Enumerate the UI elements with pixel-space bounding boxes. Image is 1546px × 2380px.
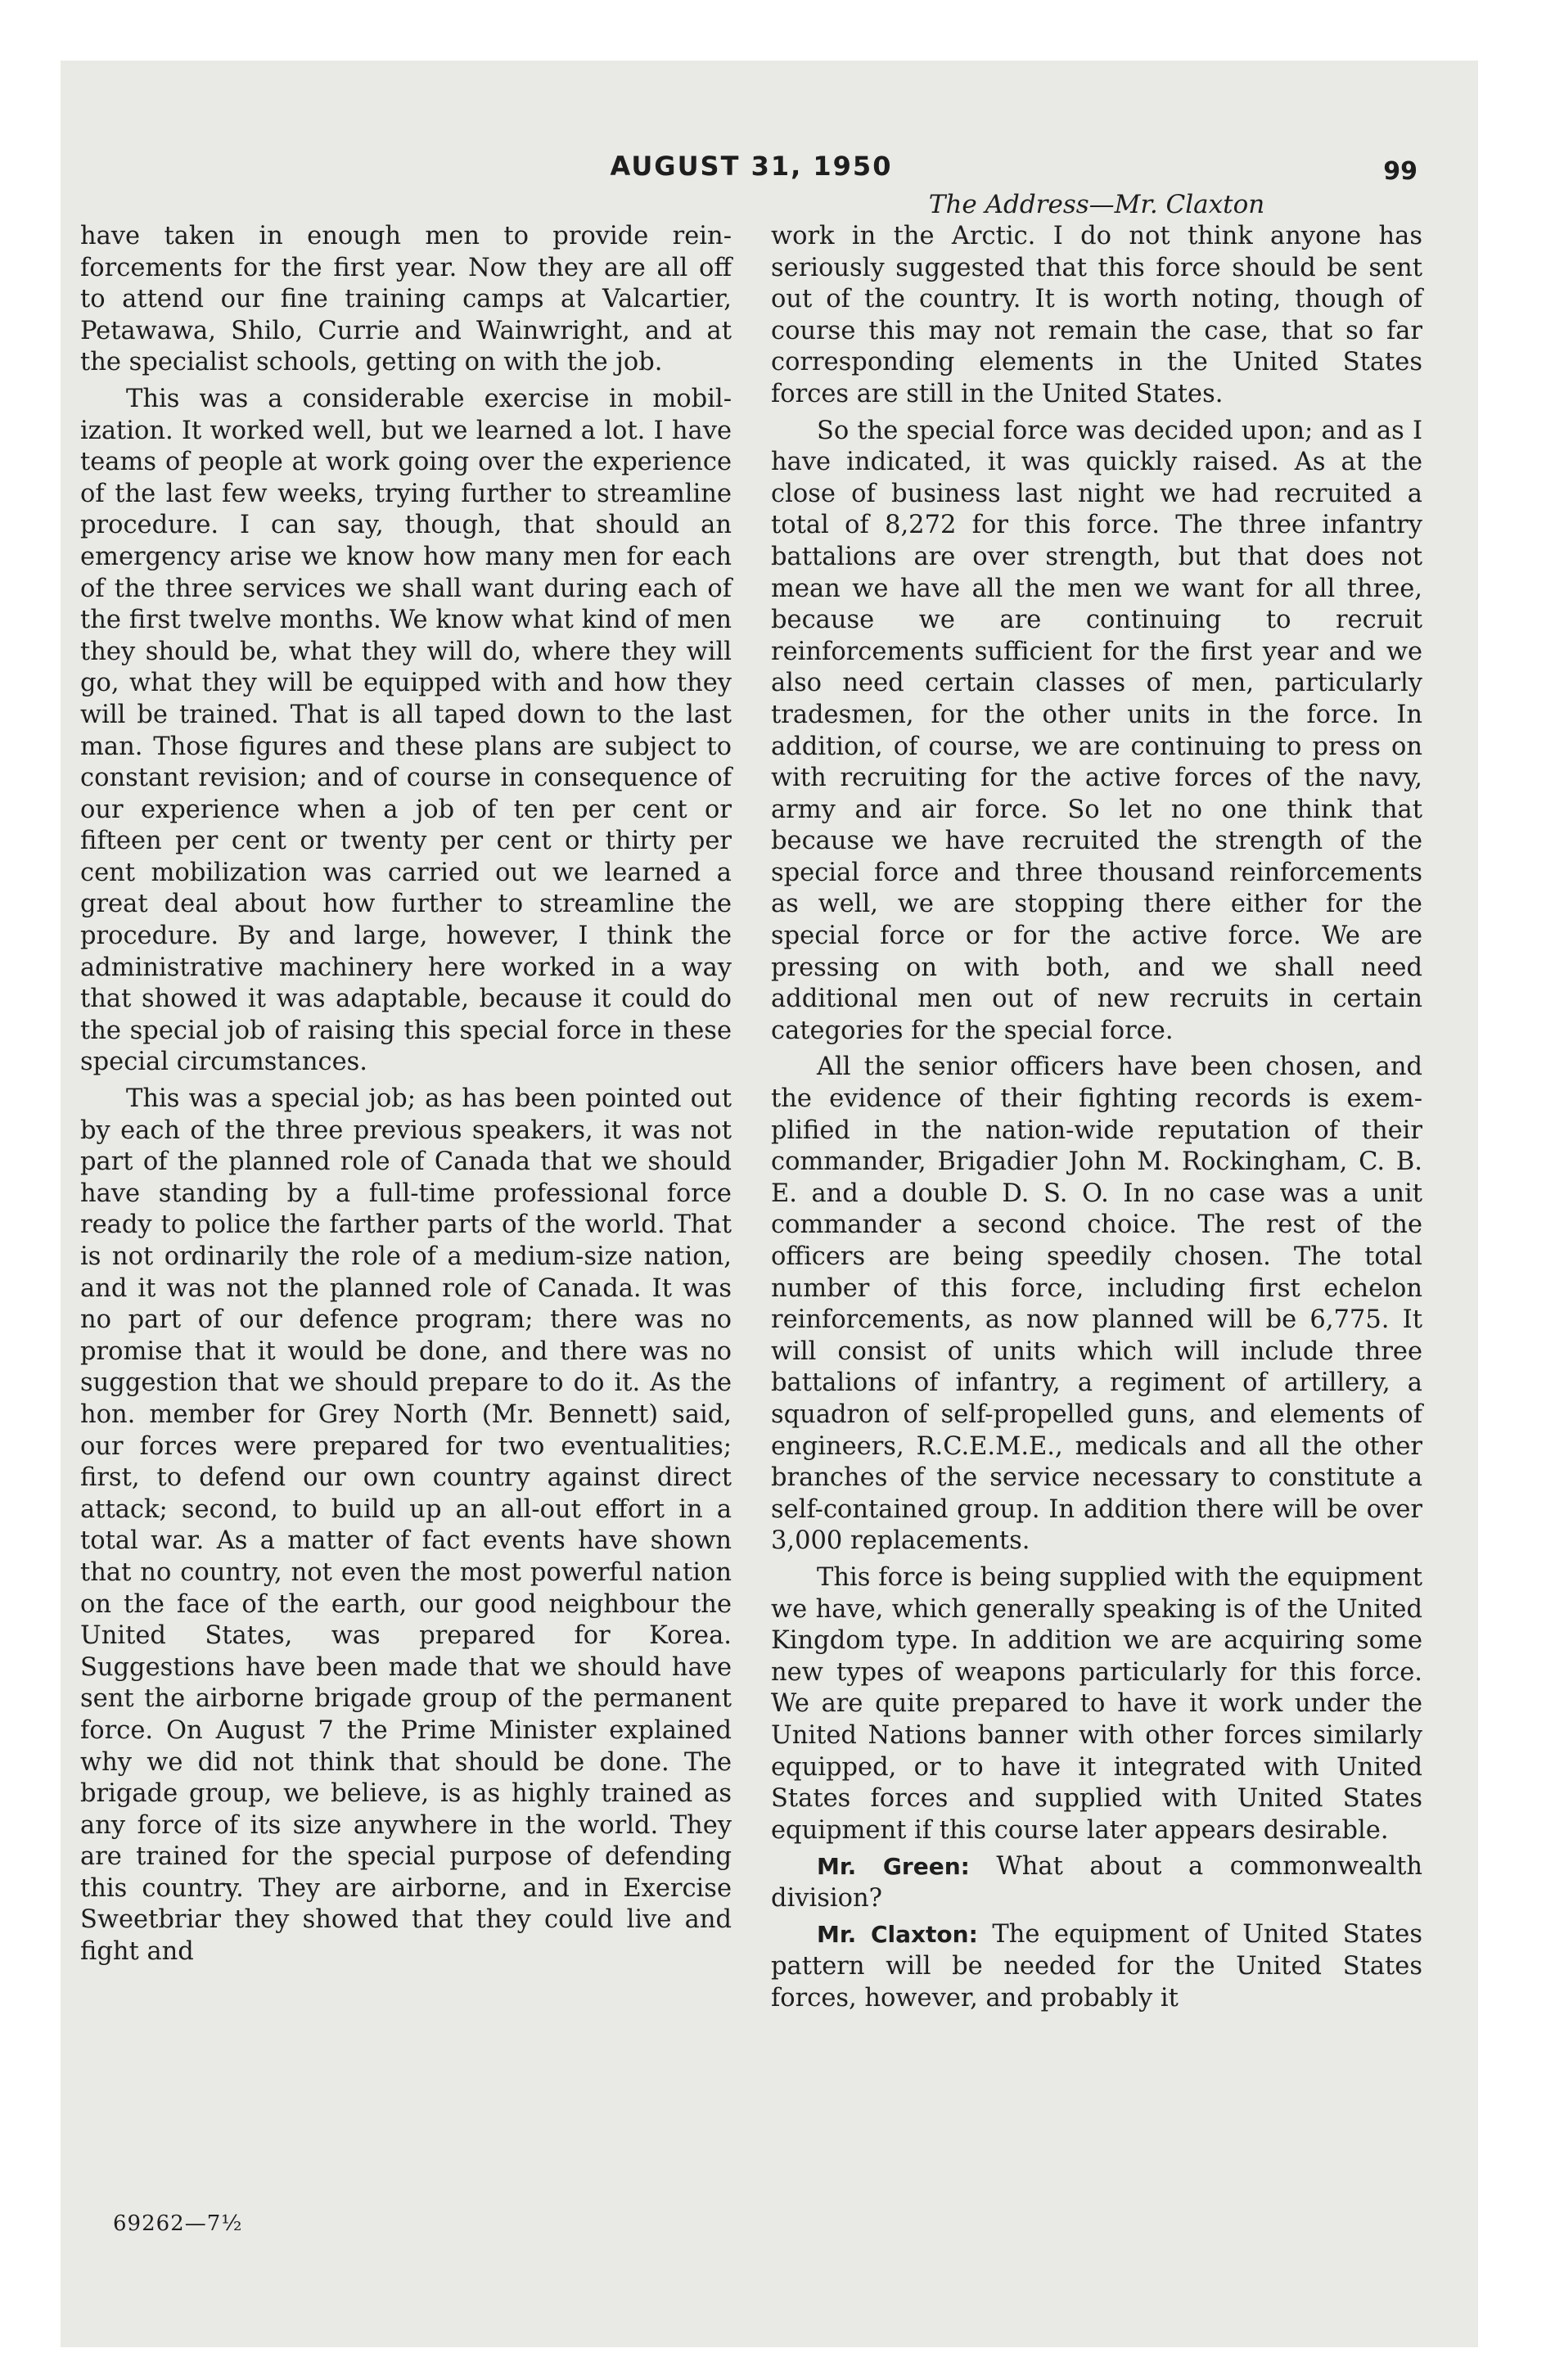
speech-text: The equipment of United States pattern will be needed for the United States forces, however, and probably it <box>771 1920 1423 2013</box>
right-column <box>771 221 1422 2019</box>
hansard-page <box>80 115 1422 2275</box>
left-column <box>80 221 732 1973</box>
page-number: 99 <box>1383 157 1418 186</box>
speaker-name: Mr. Claxton: <box>817 1921 978 1949</box>
speech-exchange <box>771 1919 1422 2014</box>
paragraph: This was a special job; as has been pointed out by each of the three previous speakers, it was not part of the planned role of Canada that we should have standing by a full-time professional force ready to police the farther parts of the world. That is not ordinarily the role of a medium-size nation, and it was not the planned role of Canada. It was no part of our defence program; there was no promise that it would be done, and there was no suggestion that we should prepare to do it. As the hon. member for Grey North (Mr. Bennett) said, our forces were prepared for two eventualities; first, to defend our own country against direct attack; second, to build up an all-out effort in a total war. As a matter of fact events have shown that no country, not even the most powerful nation on the face of the earth, our good neighbour the United States, was prepared for Korea. Suggestions have been made that we should have sent the airborne brigade group of the permanent force. On August 7 the Prime Minister explained why we did not think that should be done. The brigade group, we believe, is as highly trained as any force of its size anywhere in the world. They are trained for the special purpose of defending this country. They are airborne, and in Exercise Sweetbriar they showed that they could live and fight and <box>80 1084 732 1967</box>
paragraph: This was a considerable exercise in mobilization. It worked well, but we learned a lot. I have teams of people at work going over the experience of the last few weeks, trying further to streamline procedure. I can say, though, that should an emergency arise we know how many men for each of the three services we shall want during each of the first twelve months. We know what kind of men they should be, what they will do, where they will go, what they will be equipped with and how they will be trained. That is all taped down to the last man. Those figures and these plans are subject to constant revision; and of course in consequence of our experience when a job of ten per cent or fifteen per cent or twenty per cent or thirty per cent mobilization was carried out we learned a great deal about how further to streamline the procedure. By and large, however, I think the administrative machinery here worked in a way that showed it was adaptable, because it could do the special job of raising this special force in these special circumstances. <box>80 384 732 1077</box>
speech-exchange <box>771 1851 1422 1914</box>
speaker-name: Mr. Green: <box>817 1853 970 1881</box>
page-date: AUGUST 31, 1950 <box>610 151 893 182</box>
speech-text: What about a commonwealth division? <box>771 1852 1422 1913</box>
paragraph: work in the Arctic. I do not think anyone has seriously suggested that this force should be sent out of the country. It is worth noting, though of course this may not remain the case, that so far corresponding elements in the United States forces are still in the United States. <box>771 222 1422 408</box>
paragraph: All the senior officers have been chosen, and the evidence of their fighting records is exemplified in the nation-wide reputation of their commander, Brigadier John M. Rockingham, C. B. E. and a double D. S. O. In no case was a unit commander a second choice. The rest of the officers are being speedily chosen. The total number of this force, including first echelon reinforcements, as now planned will be 6,775. It will consist of units which will include three battalions of infantry, a regiment of artillery, a squadron of self-propelled guns, and elements of engineers, R.C.E.M.E., medicals and all the other branches of the service necessary to constitute a self-contained group. In addition there will be over 3,000 replacements. <box>771 1053 1422 1556</box>
running-head: The Address—Mr. Claxton <box>928 190 1265 219</box>
paragraph: This force is being supplied with the equipment we have, which generally speaking is of the United Kingdom type. In addition we are acquiring some new types of weapons particularly for this force. We are quite prepared to have it work under the United Nations banner with other forces similarly equipped, or to have it integrated with United States forces and supplied with United States equipment if this course later appears desirable. <box>771 1562 1422 1845</box>
paragraph: So the special force was decided upon; and as I have indicated, it was quickly raised. As at the close of business last night we had recruited a total of 8,272 for this force. The three infantry battalions are over strength, but that does not mean we have all the men we want for all three, because we are continuing to recruit reinforcements sufficient for the first year and we also need certain classes of men, particularly tradesmen, for the other units in the force. In addition, of course, we are continuing to press on with recruiting for the active forces of the navy, army and air force. So let no one think that because we have recruited the strength of the special force and three thousand reinforcements as well, we are stopping there either for the special force or for the active force. We are pressing on with both, and we shall need additional men out of new recruits in certain categories for the special force. <box>771 416 1422 1045</box>
paragraph: have taken in enough men to provide reinforcements for the first year. Now they are all off to attend our fine training camps at Valcartier, Petawawa, Shilo, Currie and Wainwright, and at the specialist schools, getting on with the job. <box>80 222 732 377</box>
printer-code: 69262—7½ <box>113 2211 243 2236</box>
